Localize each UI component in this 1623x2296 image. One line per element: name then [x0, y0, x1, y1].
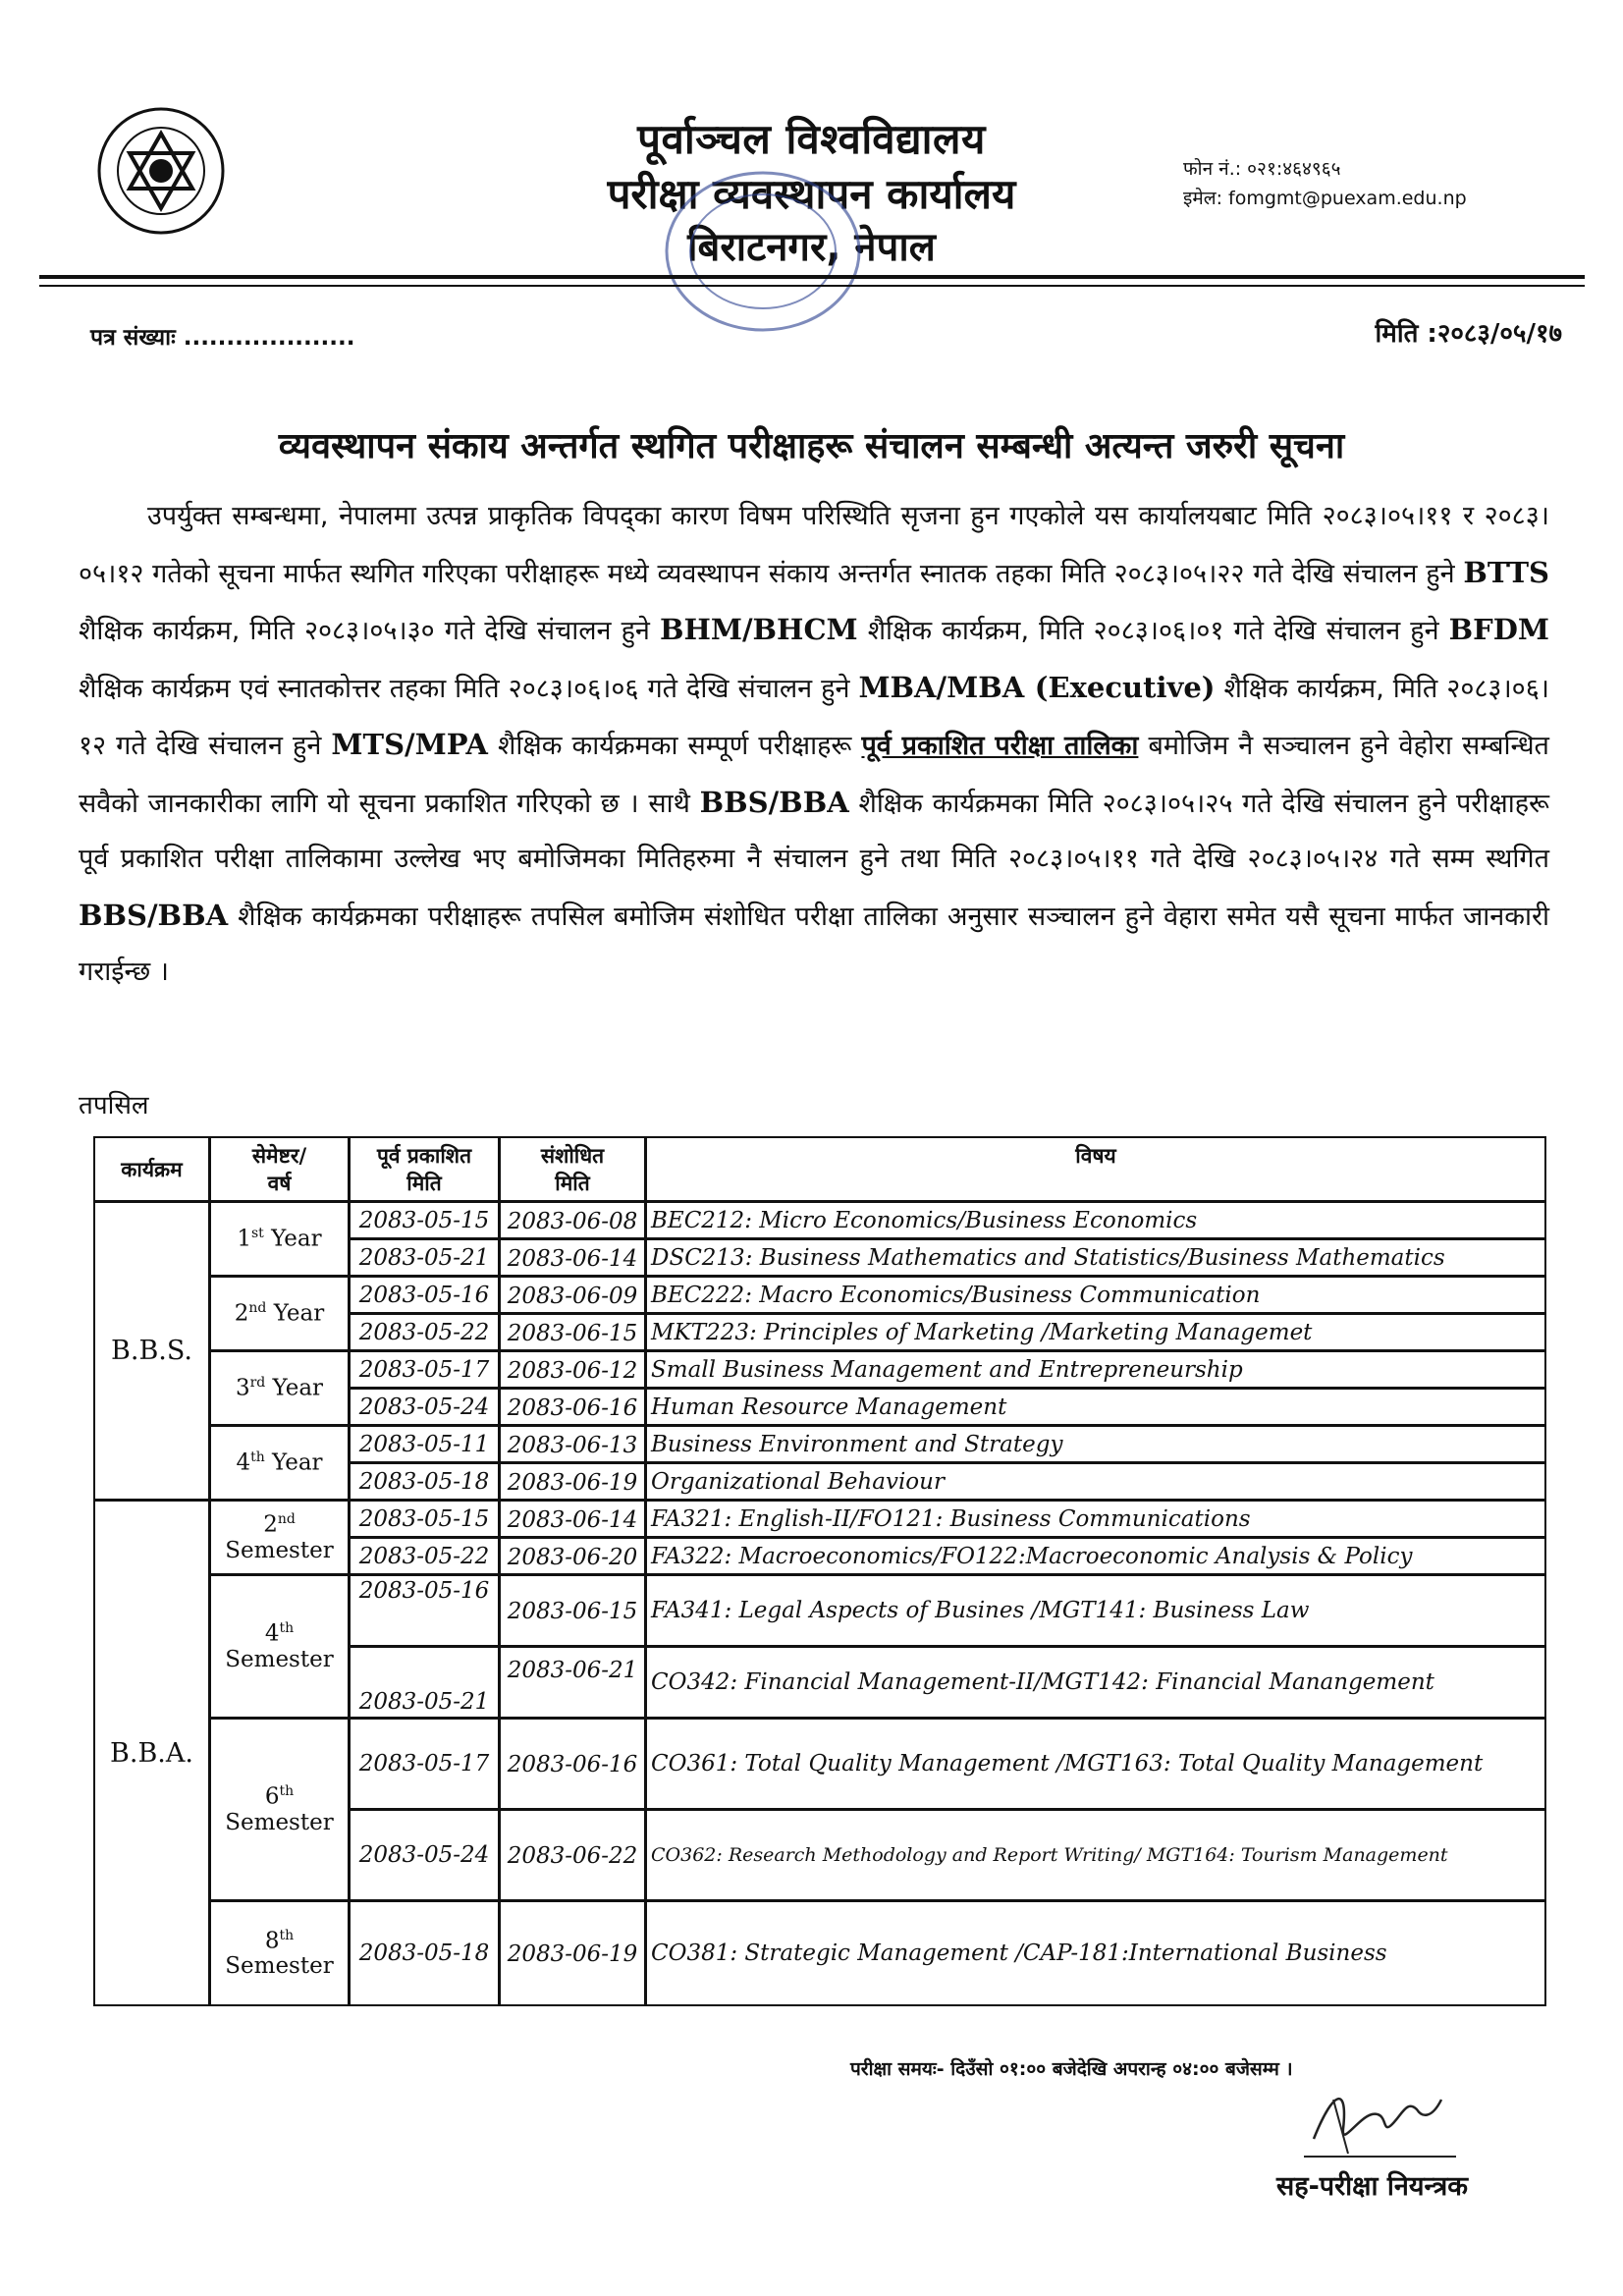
semester-label	[211, 1511, 348, 1563]
subject-name: BEC222: Macro Economics/Business Communication	[651, 1282, 1261, 1308]
header-prev-date	[349, 1136, 500, 1202]
header-rule-thin	[39, 285, 1585, 287]
header-program-label: कार्यक्रम	[121, 1157, 183, 1181]
office-stamp	[660, 165, 866, 337]
prev-date-cell	[349, 1201, 500, 1239]
program-bbs-bba-1: BBS/BBA	[699, 785, 849, 819]
semester-cell	[209, 1500, 350, 1575]
program-bbs-bba-2: BBS/BBA	[79, 898, 229, 932]
rev-date: 2083-06-14	[507, 1245, 638, 1272]
semester-word: Semester	[225, 1646, 334, 1672]
semester-label	[236, 1449, 322, 1476]
prev-date-cell	[349, 1718, 500, 1810]
semester-word: Year	[273, 1300, 325, 1327]
subject-cell	[645, 1809, 1546, 1901]
semester-word: Year	[271, 1226, 322, 1252]
prev-date: 2083-05-22	[358, 1543, 490, 1569]
subject-name: FA341: Legal Aspects of Busines /MGT141: Business Law	[651, 1598, 1310, 1623]
subject-name: CO342: Financial Management-II/MGT142: Financial Manangement	[651, 1669, 1434, 1695]
rev-date-cell	[499, 1276, 646, 1314]
prev-date-cell	[349, 1276, 500, 1314]
notice-title: व्यवस्थापन संकाय अन्तर्गत स्थगित परीक्षाहरू संचालन सम्बन्धी अत्यन्त जरुरी सूचना	[278, 426, 1345, 466]
program-mts: MTS/MPA	[331, 728, 488, 761]
prev-date-cell	[349, 1313, 500, 1351]
semester-label	[211, 1928, 348, 1980]
notice-body	[79, 489, 1549, 1001]
subject-cell	[645, 1462, 1546, 1501]
prev-date: 2083-05-17	[358, 1356, 490, 1383]
semester-word: Semester	[225, 1809, 334, 1835]
prev-date-cell	[349, 1462, 500, 1501]
rev-date-cell	[499, 1425, 646, 1463]
rev-date-cell	[499, 1537, 646, 1575]
subject-name: Organizational Behaviour	[651, 1468, 945, 1495]
prev-date-cell	[349, 1388, 500, 1426]
subject-cell	[645, 1313, 1546, 1351]
rev-date-cell	[499, 1900, 646, 2006]
body-p1: उपर्युक्त सम्बन्धमा, नेपालमा उत्पन्न प्राकृतिक विपद्का कारण विषम परिस्थिति सृजना हुन गएकोले यस कार्यालयबाट मिति २०८३।०५।११ र २०८३।०५।१२ गतेको सूचना मार्फत स्थगित गरिएका परीक्षाहरू मध्ये व्यवस्थापन संकाय अन्तर्गत स्नातक तहका मिति २०८३।०५।२२ गते देखि संचालन हुने	[79, 501, 1549, 589]
body-p8: शैक्षिक कार्यक्रमका मिति २०८३।०५।२५ गते देखि संचालन हुने परीक्षाहरू पूर्व प्रकाशित परीक्षा तालिकामा उल्लेख भए बमोजिमका मितिहरुमा नै संचालन हुने तथा मिति २०८३।०५।११ गते देखि २०८३।०५।२४ गते सम्म स्थगित	[79, 788, 1550, 874]
program-cell	[93, 1500, 210, 2006]
office-city: बिराटनगर, नेपाल	[687, 225, 936, 270]
semester-number: 8	[264, 1928, 280, 1954]
prev-date: 2083-05-21	[358, 1244, 490, 1271]
body-p3: शैक्षिक कार्यक्रम, मिति २०८३।०६।०१ गते देखि संचालन हुने	[867, 616, 1439, 646]
subject-name: CO361: Total Quality Management /MGT163: Total Quality Management	[651, 1751, 1484, 1777]
prev-date-cell	[349, 1646, 500, 1719]
prev-date-cell	[349, 1537, 500, 1575]
prev-date: 2083-05-15	[358, 1207, 490, 1233]
rev-date: 2083-06-12	[507, 1357, 638, 1384]
rev-date: 2083-06-20	[507, 1544, 638, 1570]
body-p4: शैक्षिक कार्यक्रम एवं स्नातकोत्तर तहका मिति २०८३।०६।०६ गते देखि संचालन हुने	[79, 673, 850, 704]
prev-date: 2083-05-18	[358, 1941, 490, 1966]
semester-ordinal: th	[250, 1449, 265, 1466]
exam-time: परीक्षा समयः- दिउँसो ०१:०० बजेदेखि अपरान्ह ०४:०० बजेसम्म ।	[850, 2058, 1293, 2080]
header-semester	[209, 1136, 350, 1202]
program-bfdm: BFDM	[1448, 613, 1549, 646]
header-rule	[39, 275, 1585, 279]
phone-number: फोन नं.: ०२१:४६४९६५	[1183, 158, 1341, 180]
subject-cell	[645, 1276, 1546, 1314]
rev-date-cell	[499, 1201, 646, 1239]
subject-name: CO381: Strategic Management /CAP-181:International Business	[651, 1941, 1387, 1966]
rev-date: 2083-06-14	[507, 1506, 638, 1533]
rev-date: 2083-06-19	[507, 1469, 638, 1496]
semester-word: Semester	[225, 1953, 334, 1980]
header-semester-line1: सेमेष्टर/	[251, 1143, 307, 1168]
header-prev-line2: मिति	[406, 1171, 442, 1195]
prev-date: 2083-05-16	[358, 1578, 490, 1604]
prev-date-cell	[349, 1238, 500, 1277]
office-name: परीक्षा व्यवस्थापन कार्यालय	[607, 170, 1016, 218]
subject-cell	[645, 1201, 1546, 1239]
semester-number: 4	[264, 1620, 280, 1647]
semester-number: 1	[237, 1226, 251, 1252]
rev-date-cell	[499, 1718, 646, 1810]
subject-cell	[645, 1537, 1546, 1575]
subject-cell	[645, 1500, 1546, 1538]
schedule-heading: तपसिल	[79, 1091, 149, 1121]
subject-cell	[645, 1388, 1546, 1426]
prev-date: 2083-05-24	[358, 1842, 490, 1868]
header-program	[93, 1136, 210, 1202]
email-address: इमेल: fomgmt@puexam.edu.np	[1183, 188, 1467, 209]
controller-title: सह-परीक्षा नियन्त्रक	[1276, 2171, 1468, 2202]
prev-date: 2083-05-24	[358, 1394, 490, 1420]
semester-cell	[209, 1350, 350, 1426]
prev-date-cell	[349, 1574, 500, 1647]
semester-word: Year	[272, 1449, 323, 1476]
header-rev-line1: संशोधित	[540, 1143, 605, 1168]
prev-date-cell	[349, 1900, 500, 2006]
notice-date: मिति :२०८३/०५/१७	[1375, 319, 1562, 349]
subject-cell	[645, 1238, 1546, 1277]
rev-date: 2083-06-19	[507, 1941, 638, 1967]
program-label: B.B.S.	[111, 1336, 192, 1366]
rev-date-cell	[499, 1646, 646, 1719]
rev-date: 2083-06-21	[507, 1658, 638, 1683]
semester-cell	[209, 1900, 350, 2006]
semester-cell	[209, 1718, 350, 1901]
semester-cell	[209, 1574, 350, 1719]
subject-name: FA322: Macroeconomics/FO122:Macroeconomic Analysis & Policy	[651, 1543, 1413, 1569]
semester-label	[211, 1620, 348, 1672]
subject-cell	[645, 1718, 1546, 1810]
subject-cell	[645, 1425, 1546, 1463]
rev-date-cell	[499, 1462, 646, 1501]
prev-date-cell	[349, 1425, 500, 1463]
subject-name: DSC213: Business Mathematics and Statistics/Business Mathematics	[651, 1244, 1445, 1271]
rev-date: 2083-06-15	[507, 1320, 638, 1346]
subject-name: MKT223: Principles of Marketing /Marketing Managemet	[651, 1319, 1313, 1345]
rev-date: 2083-06-13	[507, 1432, 638, 1458]
rev-date-cell	[499, 1500, 646, 1538]
program-cell	[93, 1201, 210, 1501]
semester-word: Year	[272, 1375, 324, 1401]
subject-name: Small Business Management and Entrepreneurship	[651, 1356, 1243, 1383]
semester-cell	[209, 1425, 350, 1501]
rev-date-cell	[499, 1313, 646, 1351]
semester-word: Semester	[225, 1537, 334, 1563]
university-name: पूर्वाञ्चल विश्वविद्यालय	[637, 115, 986, 163]
semester-number: 6	[264, 1783, 280, 1810]
header-subject	[645, 1136, 1546, 1202]
body-p9: शैक्षिक कार्यक्रमका परीक्षाहरू तपसिल बमोजिम संशोधित परीक्षा तालिका अनुसार सञ्चालन हुने वेहारा समेत यसै सूचना मार्फत जानकारी गराईन्छ ।	[79, 901, 1549, 987]
rev-date-cell	[499, 1388, 646, 1426]
prev-date-cell	[349, 1500, 500, 1538]
header-rev-date	[499, 1136, 646, 1202]
subject-cell	[645, 1350, 1546, 1389]
body-p5: शैक्षिक कार्यक्रम, मिति २०८३।०६।१२ गते देखि संचालन हुने	[79, 673, 1549, 761]
rev-date: 2083-06-15	[507, 1599, 638, 1624]
program-label: B.B.A.	[110, 1737, 193, 1769]
rev-date-cell	[499, 1350, 646, 1389]
program-bhm: BHM/BHCM	[659, 613, 858, 646]
semester-ordinal: th	[279, 1927, 295, 1943]
subject-name: CO362: Research Methodology and Report Writing/ MGT164: Tourism Management	[651, 1844, 1448, 1866]
semester-ordinal: st	[251, 1226, 264, 1242]
header-rev-line2: मिति	[555, 1171, 590, 1195]
semester-ordinal: rd	[249, 1375, 266, 1392]
subject-cell	[645, 1574, 1546, 1647]
header-prev-line1: पूर्व प्रकाशित	[376, 1143, 472, 1168]
subject-cell	[645, 1646, 1546, 1719]
body-p2: शैक्षिक कार्यक्रम, मिति २०८३।०५।३० गते देखि संचालन हुने	[79, 616, 650, 646]
prev-date: 2083-05-15	[358, 1505, 490, 1532]
subject-cell	[645, 1900, 1546, 2006]
program-btts: BTTS	[1463, 555, 1549, 589]
semester-label	[236, 1375, 323, 1401]
semester-number: 2	[234, 1300, 249, 1327]
semester-number: 2	[263, 1511, 278, 1538]
reference-number: पत्र संख्याः ....................	[90, 325, 355, 351]
semester-label	[237, 1226, 321, 1252]
rev-date: 2083-06-09	[507, 1283, 638, 1309]
prev-date: 2083-05-22	[358, 1319, 490, 1345]
header-subject-label: विषय	[1075, 1144, 1116, 1168]
body-p7: बमोजिम नै सञ्चालन हुने वेहोरा सम्बन्धित सवैको जानकारीका लागि यो सूचना प्रकाशित गरिएको छ । साथै	[79, 731, 1549, 819]
prev-schedule-link-text: पूर्व प्रकाशित परीक्षा तालिका	[861, 731, 1139, 761]
prev-date: 2083-05-17	[358, 1751, 490, 1777]
prev-date: 2083-05-18	[358, 1468, 490, 1495]
subject-name: FA321: English-II/FO121: Business Communications	[651, 1505, 1251, 1532]
prev-date-cell	[349, 1809, 500, 1901]
header-semester-line2: वर्ष	[267, 1171, 292, 1195]
rev-date-cell	[499, 1238, 646, 1277]
semester-ordinal: th	[279, 1783, 295, 1800]
prev-date: 2083-05-11	[358, 1431, 490, 1457]
semester-cell	[209, 1276, 350, 1351]
rev-date: 2083-06-08	[507, 1208, 638, 1234]
rev-date-cell	[499, 1809, 646, 1901]
revised-schedule-table	[94, 1137, 1546, 2049]
semester-ordinal: nd	[277, 1511, 296, 1528]
semester-number: 4	[236, 1449, 251, 1476]
prev-date: 2083-05-16	[358, 1282, 490, 1308]
program-mba: MBA/MBA (Executive)	[858, 670, 1216, 704]
semester-label	[235, 1300, 324, 1327]
prev-date-cell	[349, 1350, 500, 1389]
rev-date-cell	[499, 1574, 646, 1647]
signature	[1294, 2070, 1461, 2159]
rev-date: 2083-06-16	[507, 1752, 638, 1777]
subject-name: Business Environment and Strategy	[651, 1431, 1063, 1457]
semester-number: 3	[235, 1375, 250, 1401]
semester-ordinal: th	[279, 1620, 295, 1637]
semester-label	[211, 1783, 348, 1835]
rev-date: 2083-06-16	[507, 1394, 638, 1421]
prev-date: 2083-05-21	[358, 1689, 490, 1715]
rev-date: 2083-06-22	[507, 1843, 638, 1869]
subject-name: BEC212: Micro Economics/Business Economics	[651, 1207, 1198, 1233]
body-p6: शैक्षिक कार्यक्रमका सम्पूर्ण परीक्षाहरू	[497, 731, 852, 761]
subject-name: Human Resource Management	[651, 1394, 1007, 1420]
semester-cell	[209, 1201, 350, 1277]
semester-ordinal: nd	[248, 1300, 267, 1317]
